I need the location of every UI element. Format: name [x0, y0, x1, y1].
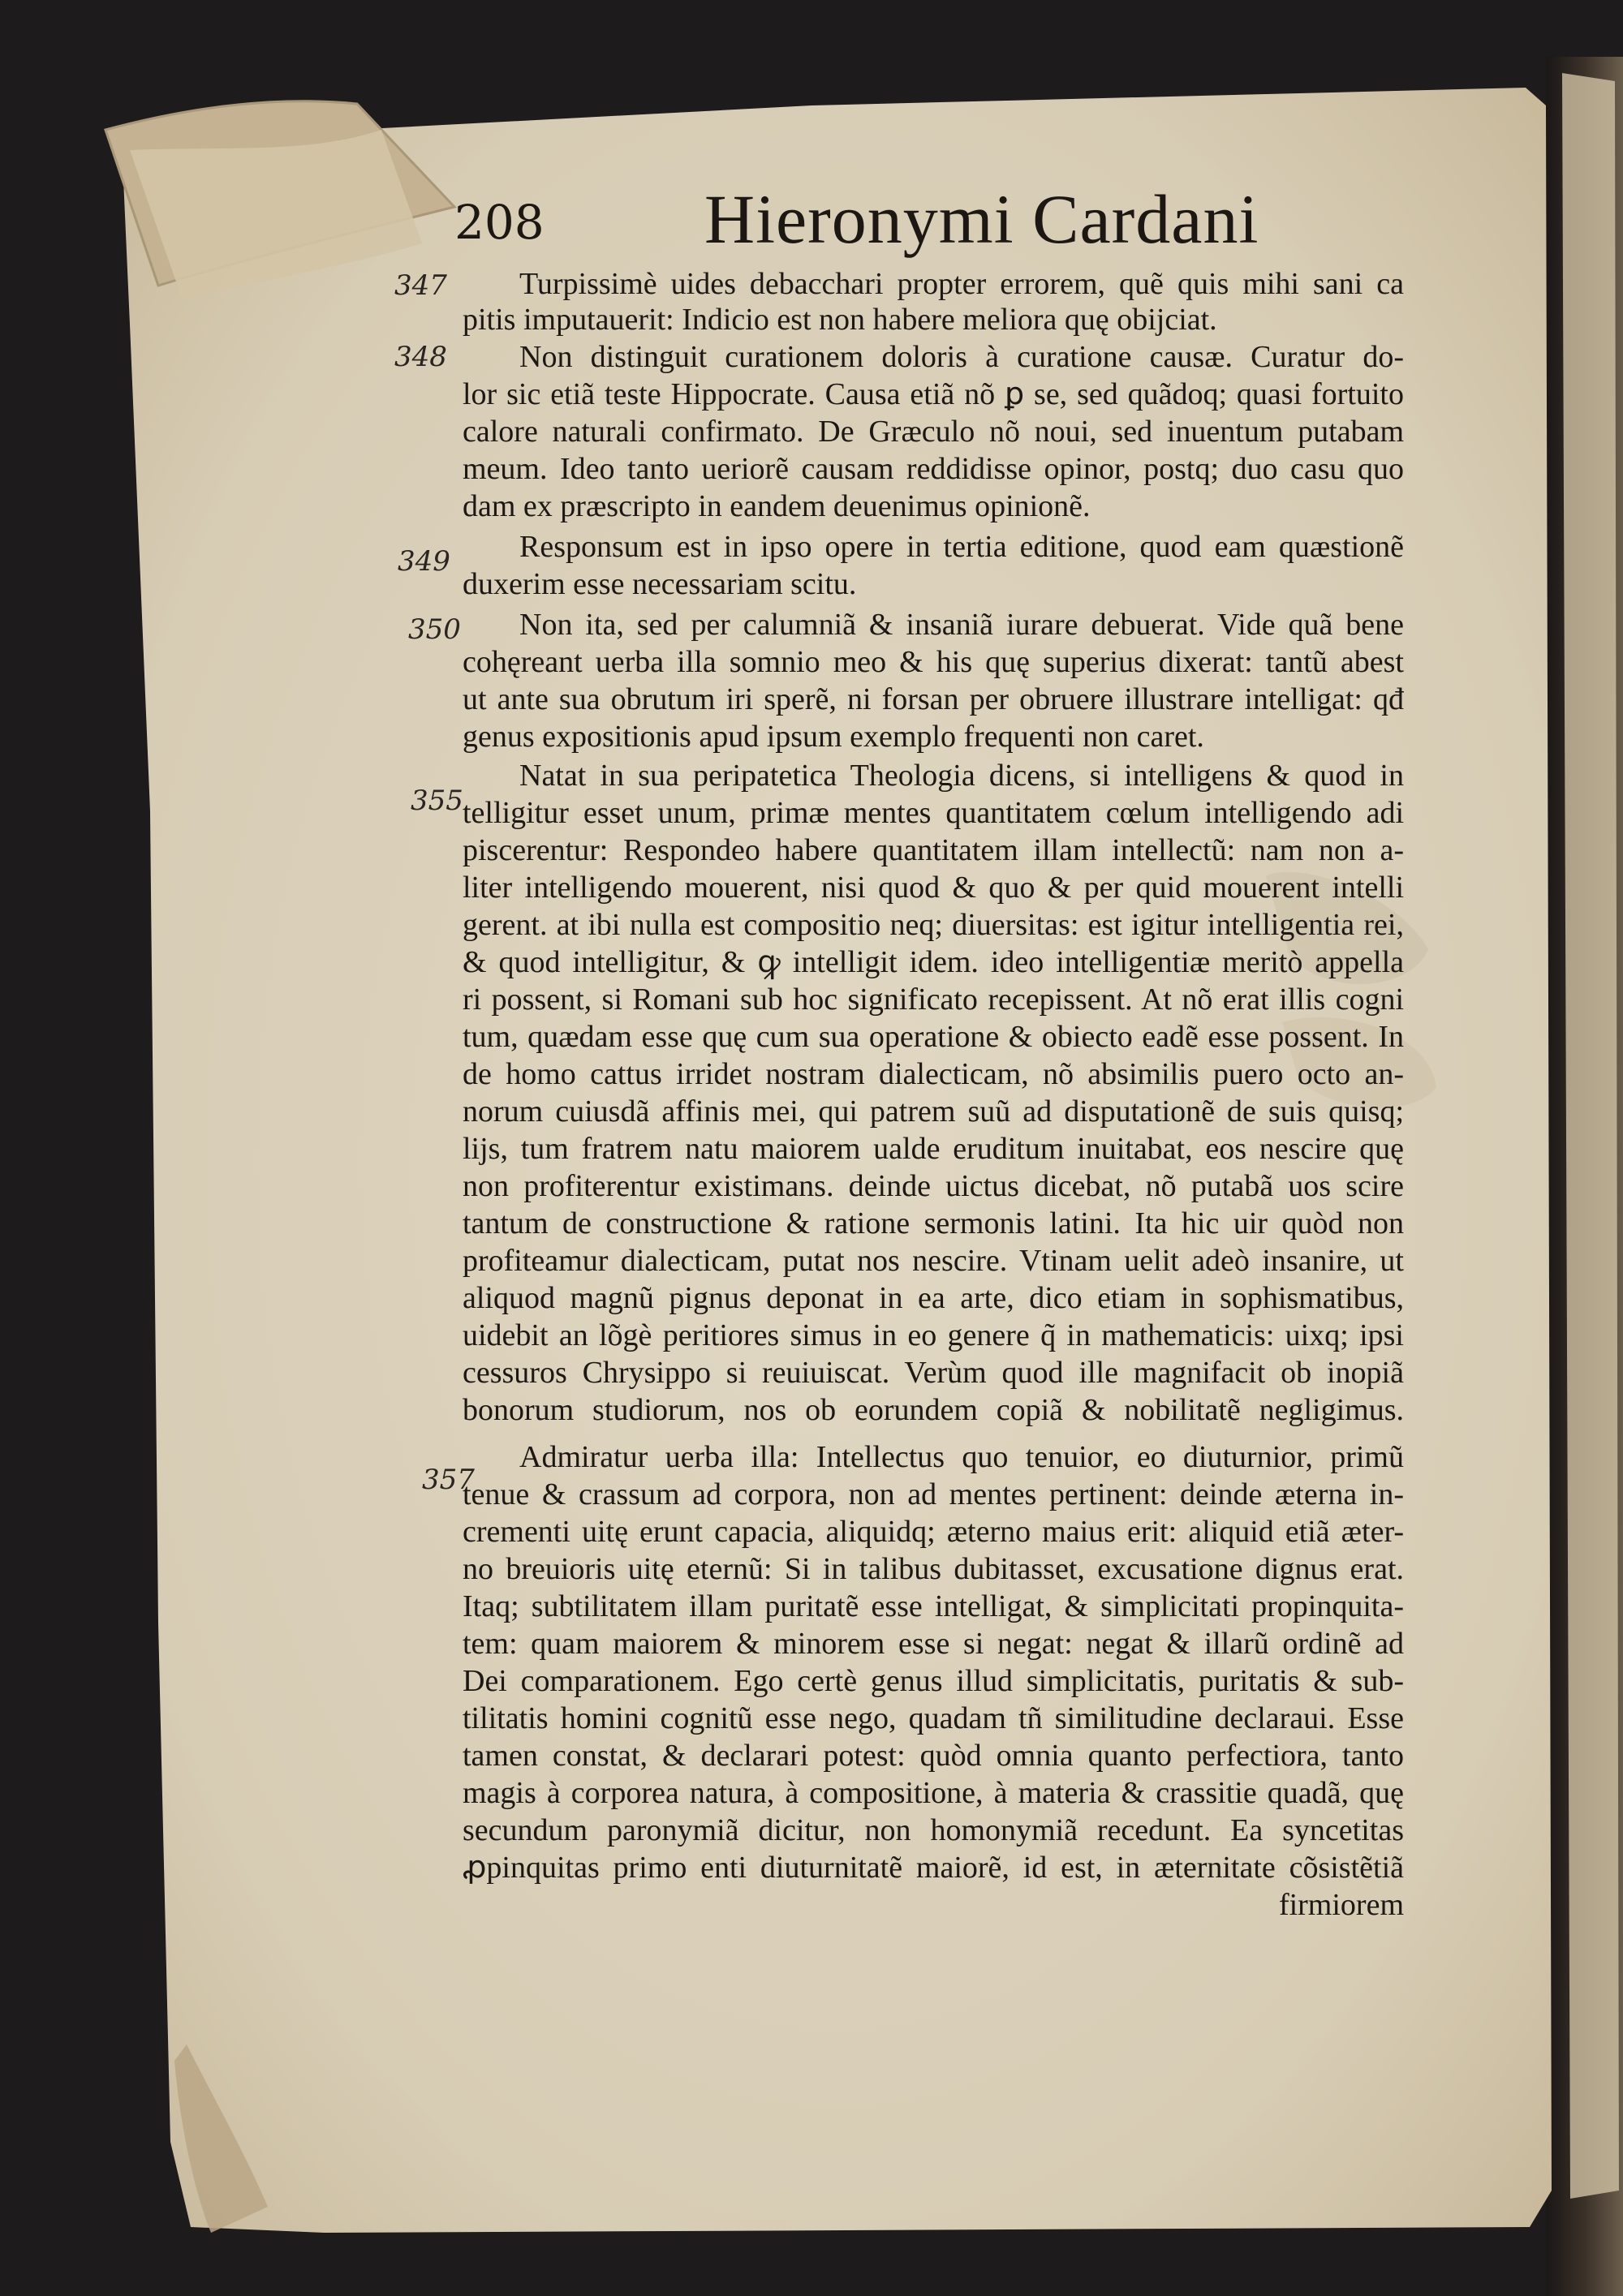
margin-note-355: 355 — [411, 785, 463, 817]
text-line: Dei comparationem. Ego certè genus illud simplicitatis, puritatis & sub- — [463, 1664, 1404, 1698]
text-line: telligitur esset unum, primæ mentes quantitatem cœlum intelligendo adi — [463, 796, 1404, 830]
margin-note-349: 349 — [398, 545, 450, 578]
text-line: tamen constat, & declarari potest: quòd omnia quanto perfectiora, tanto — [463, 1739, 1404, 1773]
text-line: bonorum studiorum, nos ob eorundem copiã & nobilitatẽ negligimus. — [463, 1393, 1404, 1427]
text-line: tilitatis homini cognitũ esse nego, quadam tñ similitudine declaraui. Esse — [463, 1701, 1404, 1735]
text-line: pitis imputauerit: Indicio est non habere meliora quę obijciat. — [463, 303, 1217, 337]
text-line: norum cuiusdã affinis mei, qui patrem suũ ad disputationẽ de suis quisq; — [463, 1094, 1404, 1129]
text-line: Non ita, sed per calumniã & insaniã iurare debuerat. Vide quã bene — [519, 608, 1404, 642]
text-line: tenue & crassum ad corpora, non ad mentes pertinent: deinde æterna in- — [463, 1477, 1404, 1511]
text-line: piscerentur: Respondeo habere quantitatem illam intellectũ: nam non a- — [463, 833, 1404, 867]
text-line: dam ex præscripto in eandem deuenimus opinionẽ. — [463, 489, 1091, 523]
text-line: calore naturali confirmato. De Græculo nõ noui, sed inuentum putabam — [463, 415, 1404, 449]
text-line: Responsum est in ipso opere in tertia editione, quod eam quæstionẽ — [519, 530, 1404, 564]
text-line: Turpissimè uides debacchari propter errorem, quẽ quis mihi sani ca — [519, 267, 1404, 301]
text-line: Non distinguit curationem doloris à curatione causæ. Curatur do- — [519, 340, 1404, 374]
text-line: & quod intelligitur, & ꝙ intelligit idem. ideo intelligentiæ meritò appella — [463, 945, 1404, 979]
text-line: duxerim esse necessariam scitu. — [463, 567, 857, 601]
text-line: profiteamur dialecticam, putat nos nescire. Vtinam uelit adeò insanire, ut — [463, 1244, 1404, 1278]
text-line: gerent. at ibi nulla est compositio neq; diuersitas: est igitur intelligentia rei, — [463, 908, 1404, 942]
running-title: Hieronymi Cardani — [704, 180, 1259, 258]
text-line: uidebit an lõgè peritiores simus in eo genere q̃ in mathematicis: uixq; ipsi — [463, 1318, 1404, 1352]
text-line: Admiratur uerba illa: Intellectus quo tenuior, eo diuturnior, primũ — [519, 1440, 1404, 1474]
margin-note-347: 347 — [394, 269, 447, 302]
text-line: meum. Ideo tanto ueriorẽ causam reddidisse opinor, postq; duo casu quo — [463, 452, 1404, 486]
catchword: firmiorem — [1278, 1888, 1404, 1922]
text-line: lijs, tum fratrem natu maiorem ualde eruditum inuitabat, eos nescire quę — [463, 1132, 1404, 1166]
text-line: non profiterentur existimans. deinde uictus dicebat, nõ putabã uos scire — [463, 1169, 1404, 1203]
text-line: de homo cattus irridet nostram dialecticam, nõ absimilis puero octo an- — [463, 1057, 1404, 1091]
margin-note-348: 348 — [394, 341, 447, 373]
text-line: no breuioris uitę eternũ: Si in talibus dubitasset, excusatione dignus erat. — [463, 1552, 1404, 1586]
text-line: lor sic etiã teste Hippocrate. Causa etiã nõ ꝑ se, sed quãdoq; quasi fortuito — [463, 377, 1404, 411]
text-line: tum, quædam esse quę cum sua operatione & obiecto eadẽ esse possent. In — [463, 1020, 1404, 1054]
text-line: secundum paronymiã dicitur, non homonymiã recedunt. Ea syncetitas — [463, 1813, 1404, 1847]
text-line: Natat in sua peripatetica Theologia dicens, si intelligens & quod in — [519, 759, 1404, 793]
text-line: liter intelligendo mouerent, nisi quod & quo & per quid mouerent intelli — [463, 871, 1404, 905]
text-line: cohęreant uerba illa somnio meo & his quę superius dixerat: tantũ abest — [463, 645, 1404, 679]
text-line: tantum de constructione & ratione sermonis latini. Ita hic uir quòd non — [463, 1206, 1404, 1240]
text-line: ut ante sua obrutum iri sperẽ, ni forsan per obruere illustrare intelligat: qđ — [463, 682, 1404, 716]
text-line: aliquod magnũ pignus deponat in ea arte, dico etiam in sophismatibus, — [463, 1281, 1404, 1315]
margin-note-357: 357 — [422, 1464, 475, 1496]
text-line: Itaq; subtilitatem illam puritatẽ esse intelligat, & simplicitati propinquita- — [463, 1589, 1404, 1623]
text-line: crementi uitę erunt capacia, aliquidq; æterno maius erit: aliquid etiã æter- — [463, 1515, 1404, 1549]
text-line: ꝓpinquitas primo enti diuturnitatẽ maiorẽ, id est, in æternitate cõsistẽtiã — [463, 1851, 1404, 1885]
margin-note-350: 350 — [408, 613, 461, 646]
text-line: ri possent, si Romani sub hoc significato recepissent. At nõ erat illis cogni — [463, 982, 1404, 1017]
text-line: genus expositionis apud ipsum exemplo frequenti non caret. — [463, 720, 1204, 754]
text-line: cessuros Chrysippo si reuiuiscat. Verùm quod ille magnifacit ob inopiã — [463, 1356, 1404, 1390]
page-number: 208 — [454, 195, 545, 250]
text-line: magis à corporea natura, à compositione, à materia & crassitie quadã, quę — [463, 1776, 1404, 1810]
text-line: tem: quam maiorem & minorem esse si negat: negat & illarũ ordinẽ ad — [463, 1627, 1404, 1661]
